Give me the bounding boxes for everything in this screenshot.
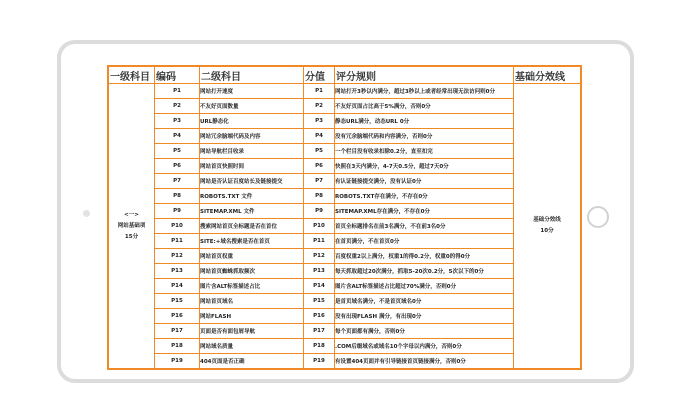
table-row [108,204,581,219]
table-row [108,249,581,264]
header-baseline: 基础分效线 [514,66,582,84]
row-code: P7 [155,174,200,189]
row-score-code: P13 [304,264,335,279]
baseline-points: 10分 [540,228,554,234]
row-code: P10 [155,219,200,234]
tablet-camera [83,210,90,217]
row-code: P11 [155,234,200,249]
table-row [108,174,581,189]
header-level1: 一级科目 [108,66,155,84]
row-rule: 有认证链接提交满分，没有认证0分 [335,174,514,189]
scoring-rules-table [107,65,582,370]
table-row [108,114,581,129]
row-rule: 是首页域名满分，不是首页域名0分 [335,294,514,309]
row-score-code: P2 [304,99,335,114]
row-score-code: P3 [304,114,335,129]
row-item: 图片含ALT标签描述占比 [200,279,304,294]
row-rule: 在首页满分，不在首页0分 [335,234,514,249]
row-score-code: P5 [304,144,335,159]
row-score-code: P16 [304,309,335,324]
row-score-code: P14 [304,279,335,294]
row-code: P19 [155,354,200,370]
row-code: P5 [155,144,200,159]
row-item: 页面是否有面包屑导航 [200,324,304,339]
row-item: URL静态化 [200,114,304,129]
row-rule: 静态URL满分，动态URL 0分 [335,114,514,129]
row-rule: 图片含ALT标签描述占比超过70%满分，否则0分 [335,279,514,294]
row-code: P6 [155,159,200,174]
row-item: 404页面是否正确 [200,354,304,370]
row-rule: .COM后缀域名或域名10个字母以内满分，否则0分 [335,339,514,354]
row-code: P17 [155,324,200,339]
header-score: 分值 [304,66,335,84]
row-item: 网站打开速度 [200,84,304,99]
row-rule: 有设置404页面并有引导链接首页链接满分，否则0分 [335,354,514,370]
table-row [108,84,581,99]
header-code: 编码 [155,66,200,84]
table-row [108,234,581,249]
row-item: 不友好页面数量 [200,99,304,114]
table-row [108,159,581,174]
row-item: SITE:+域名搜索是否在首页 [200,234,304,249]
row-rule: 首页全标题排名在前3名满分，不在前3名0分 [335,219,514,234]
row-score-code: P10 [304,219,335,234]
table-row [108,324,581,339]
row-score-code: P11 [304,234,335,249]
row-score-code: P4 [304,129,335,144]
row-item: 网站首页域名 [200,294,304,309]
table-row [108,279,581,294]
table-row [108,129,581,144]
row-rule: SITEMAP.XML存在满分，不存在0分 [335,204,514,219]
row-rule: 不友好页面占比高于5%满分，否则0分 [335,99,514,114]
row-score-code: P7 [304,174,335,189]
table-row [108,99,581,114]
table-row [108,189,581,204]
row-rule: ROBOTS.TXT存在满分，不存在0分 [335,189,514,204]
row-score-code: P1 [304,84,335,99]
category-cell [108,84,155,370]
row-code: P18 [155,339,200,354]
row-item: 网站域名质量 [200,339,304,354]
row-code: P14 [155,279,200,294]
row-item: 网站首页权重 [200,249,304,264]
table-row [108,144,581,159]
row-score-code: P12 [304,249,335,264]
row-code: P1 [155,84,200,99]
row-rule: 每个页面都有满分，否则0分 [335,324,514,339]
row-rule: 快照在3天内满分，4-7天0.5分，超过7天0分 [335,159,514,174]
row-item: 网站是否认证百度站长及链接提交 [200,174,304,189]
table-row [108,294,581,309]
row-score-code: P9 [304,204,335,219]
row-score-code: P8 [304,189,335,204]
row-rule: 一个栏目没有收录扣除0.2分，直至扣完 [335,144,514,159]
row-item: 网站FLASH [200,309,304,324]
table-row [108,354,581,370]
row-code: P4 [155,129,200,144]
row-code: P15 [155,294,200,309]
table-row [108,339,581,354]
row-item: 搜索网站首页全标题是否在首位 [200,219,304,234]
row-item: 网站冗余脑端代码及内容 [200,129,304,144]
row-code: P9 [155,204,200,219]
row-rule: 百度权重2以上满分，权重1的得0.2分，权重0的得0分 [335,249,514,264]
row-item: 网站首页蜘蛛抓取频次 [200,264,304,279]
row-score-code: P6 [304,159,335,174]
table-row [108,309,581,324]
header-rule: 评分规则 [335,66,514,84]
row-rule: 没有出现FLASH 满分，有出现0分 [335,309,514,324]
row-score-code: P19 [304,354,335,370]
row-code: P3 [155,114,200,129]
row-item: 网站首页快照时间 [200,159,304,174]
baseline-label: 基础分效线 [533,217,561,223]
row-item: ROBOTS.TXT 文件 [200,189,304,204]
row-code: P13 [155,264,200,279]
tablet-home-button[interactable] [587,206,609,228]
row-item: 网站导航栏目收录 [200,144,304,159]
row-rule: 网站打开3秒以内满分，超过3秒以上或者经常出现无法访问则0分 [335,84,514,99]
row-score-code: P18 [304,339,335,354]
row-rule: 每天抓取超过20次满分，抓取5-20次0.2分，5次以下的0分 [335,264,514,279]
row-score-code: P15 [304,294,335,309]
category-arrow: <一> [124,211,139,218]
table-row [108,264,581,279]
table-row [108,219,581,234]
baseline-cell [514,84,582,370]
row-item: SITEMAP.XML 文件 [200,204,304,219]
table-header-row [108,66,581,84]
category-name: 网站基础项 [117,222,146,229]
row-code: P16 [155,309,200,324]
row-score-code: P17 [304,324,335,339]
row-code: P12 [155,249,200,264]
row-code: P8 [155,189,200,204]
row-code: P2 [155,99,200,114]
row-rule: 没有冗余脑端代码和内容满分，否则0分 [335,129,514,144]
category-points: 15分 [124,233,139,240]
header-level2: 二级科目 [200,66,304,84]
